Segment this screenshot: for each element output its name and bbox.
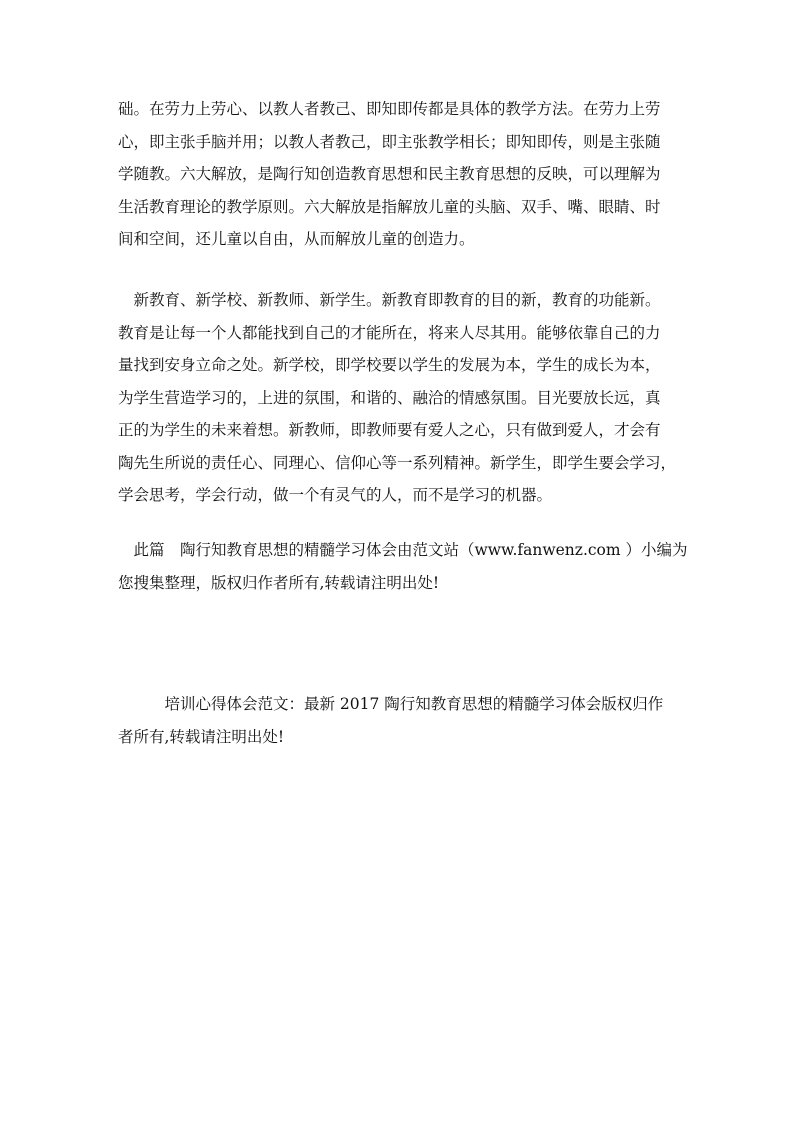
text-line: 教育是让每一个人都能找到自己的才能所在，将来人尽其用。能够依靠自己的力 bbox=[118, 323, 661, 342]
text-line: 者所有,转载请注明出处! bbox=[118, 727, 285, 746]
text-line: 正的为学生的未来着想。新教师，即教师要有爱人之心，只有做到爱人，才会有 bbox=[118, 421, 661, 439]
text-line: 学会思考，学会行动，做一个有灵气的人，而不是学习的机器。 bbox=[118, 486, 553, 504]
paragraph-teaching-methods bbox=[118, 93, 678, 256]
text-line: 您搜集整理，版权归作者所有,转载请注明出处! bbox=[118, 573, 440, 592]
text-line: 间和空间，还儿童以自由，从而解放儿童的创造力。 bbox=[118, 230, 475, 248]
text-line: 量找到安身立命之处。新学校，即学校要以学生的发展为本，学生的成长为本， bbox=[118, 356, 661, 374]
text-line: 生活教育理论的教学原则。六大解放是指解放儿童的头脑、双手、嘴、眼睛、时 bbox=[118, 197, 661, 216]
paragraph-copyright-footer bbox=[118, 688, 678, 753]
paragraph-new-education bbox=[118, 284, 678, 512]
text-line: 陶先生所说的责任心、同理心、信仰心等一系列精神。新学生，即学生要会学习， bbox=[118, 453, 677, 472]
paragraph-source-notice bbox=[118, 534, 688, 599]
text-line: 新教育、新学校、新教师、新学生。新教育即教育的目的新，教育的功能新。 bbox=[118, 291, 661, 309]
text-line: 为学生营造学习的，上进的氛围，和谐的、融洽的情感氛围。目光要放长远，真 bbox=[118, 388, 661, 407]
text-line: 培训心得体会范文：最新 2017 陶行知教育思想的精髓学习体会版权归作 bbox=[118, 695, 664, 713]
text-line: 础。在劳力上劳心、以教人者教己、即知即传都是具体的教学方法。在劳力上劳 bbox=[118, 100, 661, 118]
text-line: 心，即主张手脑并用；以教人者教己，即主张教学相长；即知即传，则是主张随 bbox=[118, 132, 661, 151]
text-line: 学随教。六大解放，是陶行知创造教育思想和民主教育思想的反映，可以理解为 bbox=[118, 165, 661, 183]
text-line: 此篇 陶行知教育思想的精髓学习体会由范文站（www.fanwenz.com ）小编为 bbox=[118, 541, 688, 559]
